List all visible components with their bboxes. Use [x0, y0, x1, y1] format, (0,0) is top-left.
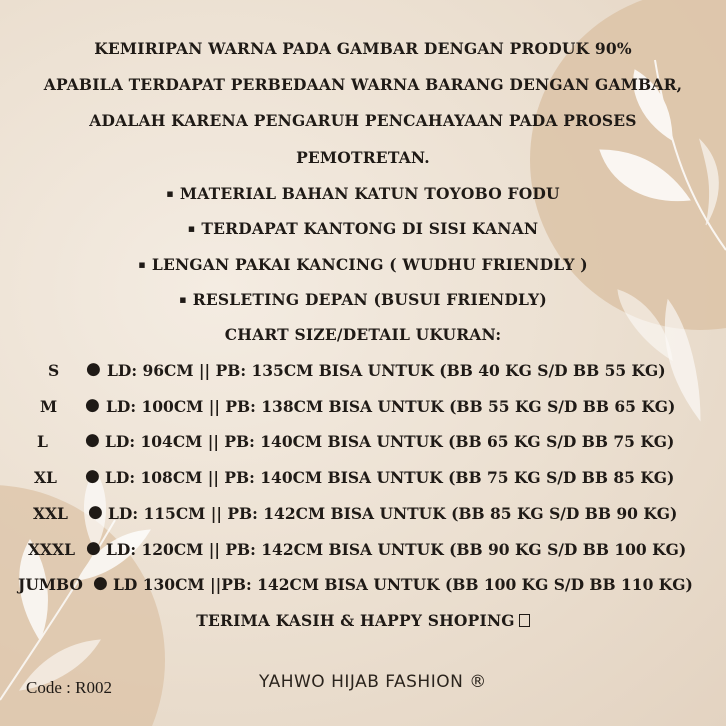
feature-sleeve — [0, 255, 726, 274]
bullet-dot-icon: ● — [86, 538, 101, 558]
bullet-dot-icon: ● — [93, 573, 108, 593]
size-detail: LD: 100CM || PB: 138CM BISA UNTUK (BB 55 KG S/D BB 65 KG) — [106, 397, 676, 416]
size-detail: LD: 104CM || PB: 140CM BISA UNTUK (BB 65 KG S/D BB 75 KG) — [105, 432, 675, 451]
bullet-dot-icon: ● — [85, 430, 100, 450]
bullet-icon: ▪ — [179, 293, 187, 306]
size-row-jumbo — [0, 575, 726, 599]
size-row-l — [0, 432, 726, 456]
size-detail: LD 130CM ||PB: 142CM BISA UNTUK (BB 100 KG S/D BB 110 KG) — [113, 575, 693, 594]
size-label: S — [48, 361, 60, 380]
size-label: JUMBO — [18, 575, 83, 594]
feature-material — [0, 184, 726, 203]
size-label: L — [37, 432, 48, 451]
size-chart-title: CHART SIZE/DETAIL UKURAN: — [224, 325, 502, 344]
size-detail: LD: 115CM || PB: 142CM BISA UNTUK (BB 85 KG S/D BB 90 KG) — [108, 504, 678, 523]
size-detail: LD: 108CM || PB: 140CM BISA UNTUK (BB 75 KG S/D BB 85 KG) — [105, 468, 675, 487]
bullet-icon: ▪ — [138, 258, 146, 271]
product-code: Code : R002 — [26, 678, 112, 697]
color-note-line-1: KEMIRIPAN WARNA PADA GAMBAR DENGAN PRODUK 90% — [94, 39, 632, 58]
size-label: M — [40, 397, 58, 416]
size-label: XXXL — [28, 540, 75, 559]
feature-text: TERDAPAT KANTONG DI SISI KANAN — [201, 219, 539, 238]
size-row-xl — [0, 468, 726, 492]
size-detail: LD: 96CM || PB: 135CM BISA UNTUK (BB 40 KG S/D BB 55 KG) — [107, 361, 666, 380]
closing-text: TERIMA KASIH & HAPPY SHOPING — [196, 611, 515, 630]
bullet-dot-icon: ● — [88, 502, 103, 522]
size-detail: LD: 120CM || PB: 142CM BISA UNTUK (BB 90 KG S/D BB 100 KG) — [106, 540, 687, 559]
size-row-m — [0, 397, 726, 421]
feature-zipper — [0, 290, 726, 309]
feature-text: LENGAN PAKAI KANCING ( WUDHU FRIENDLY ) — [151, 255, 588, 274]
bullet-dot-icon: ● — [85, 395, 100, 415]
closing-message — [0, 611, 726, 630]
size-row-s — [0, 361, 726, 385]
feature-text: RESLETING DEPAN (BUSUI FRIENDLY) — [192, 290, 547, 309]
bullet-icon: ▪ — [166, 187, 174, 200]
color-note-line-2: APABILA TERDAPAT PERBEDAAN WARNA BARANG DENGAN GAMBAR, — [43, 75, 683, 94]
feature-pocket — [0, 219, 726, 238]
brand-name: YAHWO HIJAB FASHION ® — [259, 672, 487, 692]
size-label: XL — [34, 468, 57, 487]
missing-glyph-icon — [519, 614, 530, 627]
bullet-icon: ▪ — [187, 222, 196, 235]
size-row-xxl — [0, 504, 726, 528]
bullet-dot-icon: ● — [86, 359, 101, 379]
size-row-xxxl — [0, 540, 726, 564]
color-note-line-4: PEMOTRETAN. — [296, 148, 430, 167]
size-label: XXL — [33, 504, 68, 523]
bullet-dot-icon: ● — [85, 466, 100, 486]
feature-text: MATERIAL BAHAN KATUN TOYOBO FODU — [179, 184, 560, 203]
color-note-line-3: ADALAH KARENA PENGARUH PENCAHAYAAN PADA PROSES — [89, 111, 637, 130]
